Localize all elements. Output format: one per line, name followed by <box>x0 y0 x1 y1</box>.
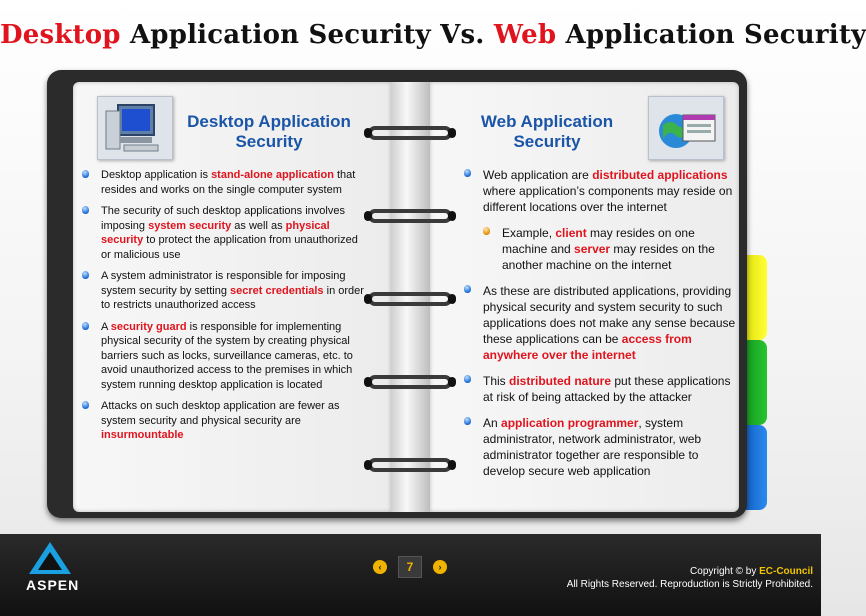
item-text: , system administrator, network administrator, web administrator together are responsible to develop secure web application <box>483 416 702 478</box>
list-item <box>80 320 365 393</box>
title-web: Web <box>493 20 557 50</box>
left-bullet-list <box>80 168 365 450</box>
item-text: Example, <box>502 226 556 240</box>
bullet-icon <box>82 206 89 214</box>
item-text: A system administrator is responsible for imposing system security by setting <box>101 270 346 297</box>
bullet-icon <box>464 169 471 177</box>
title-desktop: Desktop <box>0 20 121 50</box>
item-text: This <box>483 374 510 388</box>
desktop-computer-icon <box>97 96 173 160</box>
item-text: as well as <box>231 219 286 232</box>
item-text: in order to restricts unauthorized access <box>101 284 364 311</box>
right-heading-line2: Security <box>513 132 581 151</box>
slide-title <box>0 20 866 50</box>
left-heading-line1: Desktop Application <box>187 112 351 131</box>
left-heading-line2: Security <box>235 132 303 151</box>
bullet-icon <box>464 375 471 383</box>
copyright-line <box>690 566 813 577</box>
list-item <box>462 167 737 215</box>
highlighted-text: physical security <box>101 219 330 246</box>
list-item <box>80 168 365 197</box>
item-text: may resides on one machine and <box>502 226 695 256</box>
list-item <box>462 373 737 405</box>
list-item <box>462 225 737 273</box>
aspen-logo-text: ASPEN <box>26 577 80 593</box>
item-text: Desktop application is <box>101 169 212 181</box>
binder-ring <box>368 292 452 306</box>
highlighted-text: distributed nature <box>509 374 612 388</box>
bullet-icon <box>82 271 89 279</box>
title-end: Application Security <box>556 20 866 50</box>
list-item <box>80 269 365 313</box>
highlighted-text: insurmountable <box>101 429 184 441</box>
highlighted-text: client <box>555 226 587 240</box>
bullet-icon <box>82 401 89 409</box>
highlighted-text: security guard <box>110 320 187 333</box>
item-text: Web application are <box>483 168 593 182</box>
copyright-prefix: Copyright © by <box>690 566 760 577</box>
bullet-icon <box>483 227 490 235</box>
web-browser-globe-icon <box>648 96 724 160</box>
highlighted-text: application programmer <box>501 416 639 430</box>
item-text: put these applications at risk of being attacked by the attacker <box>483 374 731 404</box>
item-text: may resides on the another machine on the internet <box>502 242 715 272</box>
right-heading <box>452 112 642 152</box>
bullet-icon <box>464 417 471 425</box>
right-bullet-list <box>462 167 737 489</box>
binder-ring <box>368 375 452 389</box>
brand-name: EC-Council <box>759 566 813 577</box>
list-item <box>462 283 737 363</box>
item-text: Attacks on such desktop application are fewer as system security and physical security are <box>101 400 340 427</box>
item-text: that resides and works on the single computer system <box>101 169 356 196</box>
aspen-logo-icon <box>27 540 73 576</box>
bullet-icon <box>82 322 89 330</box>
item-text: As these are distributed applications, providing physical security and system security to such applications does not make any sense because these applications can be <box>483 284 736 346</box>
highlighted-text: access from anywhere over the internet <box>483 332 692 362</box>
binder-ring <box>368 458 452 472</box>
page-number: 7 <box>398 556 422 578</box>
item-text: A <box>101 320 111 333</box>
highlighted-text: system security <box>148 219 232 232</box>
list-item <box>80 399 365 443</box>
binder-ring <box>368 126 452 140</box>
binder-ring <box>368 209 452 223</box>
next-page-button[interactable]: › <box>433 560 447 574</box>
list-item <box>462 415 737 479</box>
title-middle: Application Security Vs. <box>120 20 494 50</box>
item-text: The security of such desktop applications involves imposing <box>101 205 345 232</box>
right-heading-line1: Web Application <box>480 112 614 131</box>
prev-page-button[interactable]: ‹ <box>373 560 387 574</box>
item-text: to protect the application from unauthorized or malicious use <box>101 234 358 261</box>
list-item <box>80 204 365 262</box>
highlighted-text: stand-alone application <box>211 169 334 181</box>
highlighted-text: distributed applications <box>592 168 728 182</box>
left-heading <box>178 112 360 152</box>
highlighted-text: secret credentials <box>230 284 324 297</box>
item-text: where application’s components may reside on different locations over the internet <box>483 184 733 214</box>
highlighted-text: server <box>574 242 611 256</box>
item-text: An <box>483 416 502 430</box>
bullet-icon <box>82 170 89 178</box>
item-text: is responsible for implementing physical security of the system by creating physical barriers such as locks, surveillance cameras, etc. to avoid unauthorized access to the premises in which system running desktop application is located <box>101 320 353 391</box>
rights-line: All Rights Reserved. Reproduction is Strictly Prohibited. <box>566 579 813 590</box>
bullet-icon <box>464 285 471 293</box>
